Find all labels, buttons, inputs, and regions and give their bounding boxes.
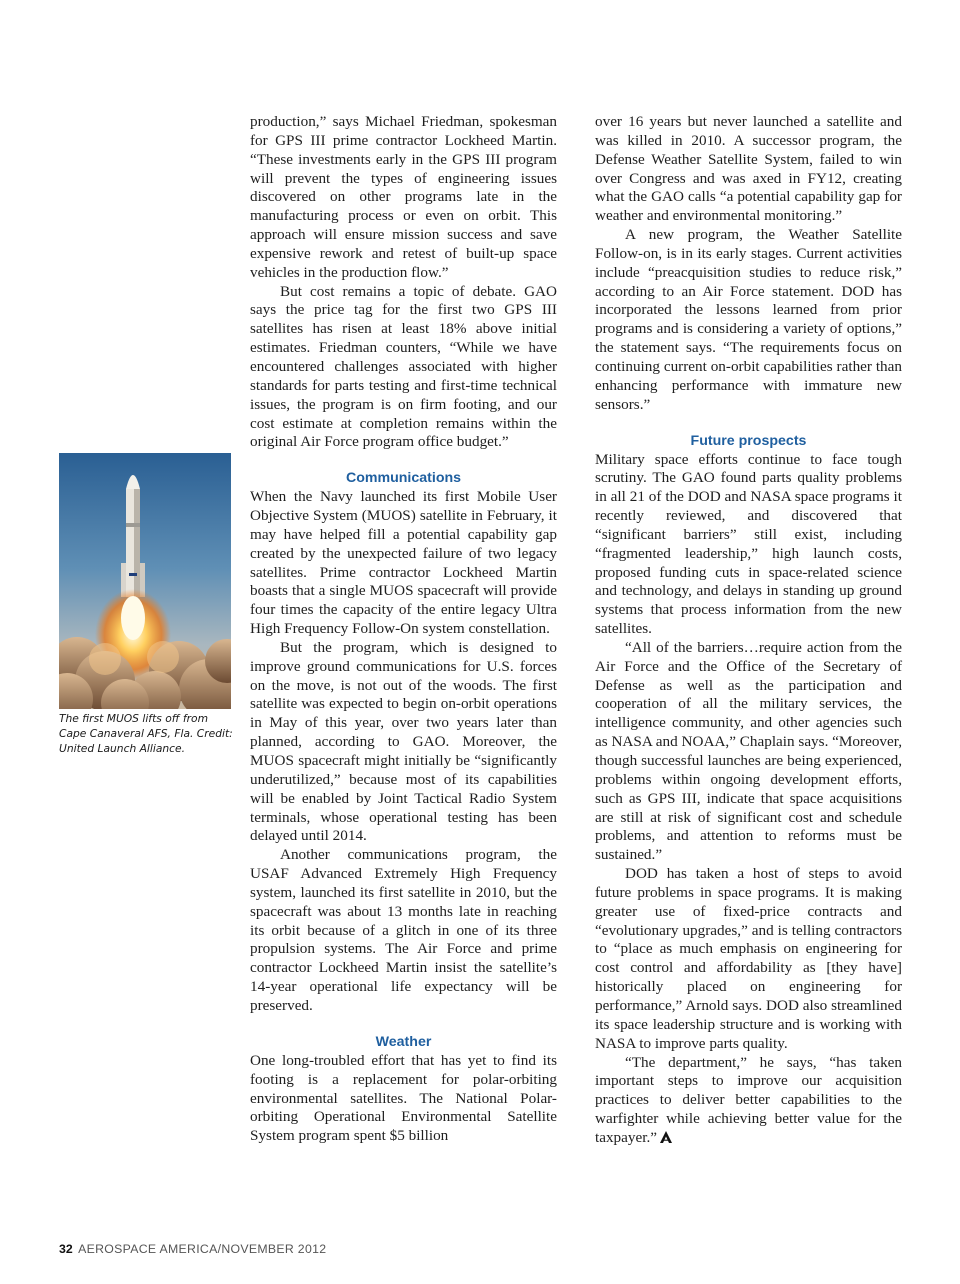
section-heading-weather: Weather: [375, 1033, 432, 1050]
rocket-launch-photo: [59, 453, 231, 709]
article-column-right: [595, 113, 902, 1148]
section-heading-future-prospects: Future prospects: [690, 432, 807, 449]
paragraph: When the Navy launched its first Mobile User Objective System (MUOS) satellite in February, it may have helped fill a potential capability gap created by the unexpected failure of two legacy satellites. Prime contractor Lockheed Martin boasts that a single MUOS spacecraft will provide four times the capacity of the entire legacy Ultra High Frequency Follow-On system constellation.: [250, 488, 557, 638]
paragraph: Military space efforts continue to face tough scrutiny. The GAO found parts quality problems in all 21 of the DOD and NASA space programs it recently reviewed, and discovered that “significant barriers” still exist, including “fragmented leadership,” high launch costs, proposed funding cuts in space-related science and technology, and delays in standing up ground systems that process information from the new satellites.: [595, 450, 902, 638]
paragraph-final: [595, 1054, 902, 1148]
paragraph: DOD has taken a host of steps to avoid future problems in space programs. It is making greater use of fixed-price contracts and “evolutionary upgrades,” and is telling contractors to “place as much emphasis on engineering for cost control and affordability as [they have] historically placed on engineering for performance,” Arnold says. DOD also streamlined its space leadership structure and is working with NASA to improve parts quality.: [595, 865, 902, 1052]
article-column-left: [250, 113, 557, 1146]
paragraph: “All of the barriers…require action from the Air Force and the Office of the Secretary of Defense as well as the participation and cooperation of all the military services, the intelligence community, and other agencies such as NASA and NOAA,” Chaplain says. “Moreover, though successful launches are being experienced, problems within ongoing development efforts, such as GPS III, indicate that space acquisitions are still at risk of significant cost and schedule problems, and attention to reforms must be sustained.”: [595, 638, 902, 864]
paragraph: Another communications program, the USAF Advanced Extremely High Frequency system, launched its first satellite in 2010, but the spacecraft was about 13 months late in reaching its orbit because of a glitch in one of its three propulsion systems. The Air Force and prime contractor Lockheed Martin insist the satellite’s 14-year operational life expectancy will be preserved.: [250, 846, 557, 1014]
publication-name: AEROSPACE AMERICA/NOVEMBER 2012: [78, 1242, 327, 1256]
photo-caption: The first MUOS lifts off from Cape Canaveral AFS, Fla. Credit: United Launch Alliance.: [59, 712, 233, 755]
paragraph: A new program, the Weather Satellite Follow-on, is in its early stages. Current activities include “preacquisition studies to reduce risk,” according to an Air Force statement. DOD has incorporated the lessons learned from prior programs and is considering a variety of options,” the statement says. “The requirements focus on continuing current on-orbit capabilities rather than enhancing performance with immature new sensors.”: [595, 226, 902, 413]
paragraph: production,” says Michael Friedman, spokesman for GPS III prime contractor Lockheed Martin. “These investments early in the GPS III program will prevent the types of engineering issues discovered on other programs late in the manufacturing process or even on orbit. This approach will ensure mission success and save expensive rework and retest of built-up space vehicles in the production flow.”: [250, 113, 557, 281]
paragraph-text: “The department,” he says, “has taken important steps to improve our acquisition practices to deliver better capabilities to the warfighter while achieving better value for the taxpayer.”: [595, 1053, 902, 1146]
paragraph: But the program, which is designed to improve ground communications for U.S. forces on the move, is not out of the woods. The first satellite was expected to begin on-orbit operations in May of this year, over two years later than planned, according to GAO. Moreover, the MUOS spacecraft might initially be “significantly underutilized,” because most of its capabilities will be enabled by Joint Tactical Radio System terminals, whose operational testing has been delayed until 2014.: [250, 638, 557, 845]
page-footer: [59, 1242, 326, 1256]
page-number: 32: [59, 1242, 73, 1256]
paragraph: One long-troubled effort that has yet to find its footing is a replacement for polar-orbiting environmental satellites. The National Polar-orbiting Operational Environmental Satellite System program spent $5 billion: [250, 1051, 557, 1145]
end-mark-icon: [660, 1131, 672, 1143]
section-heading-communications: Communications: [345, 470, 462, 487]
paragraph: But cost remains a topic of debate. GAO says the price tag for the first two GPS III satellites has risen at least 18% above initial estimates. Friedman counters, “While we have encountered challenges associated with higher standards for parts testing and first-time technical issues, the program is on firm footing, and our cost estimate at completion remains within the original Air Force program office budget.”: [250, 282, 557, 451]
paragraph: over 16 years but never launched a satellite and was killed in 2010. A successor program, the Defense Weather Satellite System, failed to win over Congress and was axed in FY12, creating what the GAO calls “a potential capability gap for weather and environmental monitoring.”: [595, 113, 902, 225]
